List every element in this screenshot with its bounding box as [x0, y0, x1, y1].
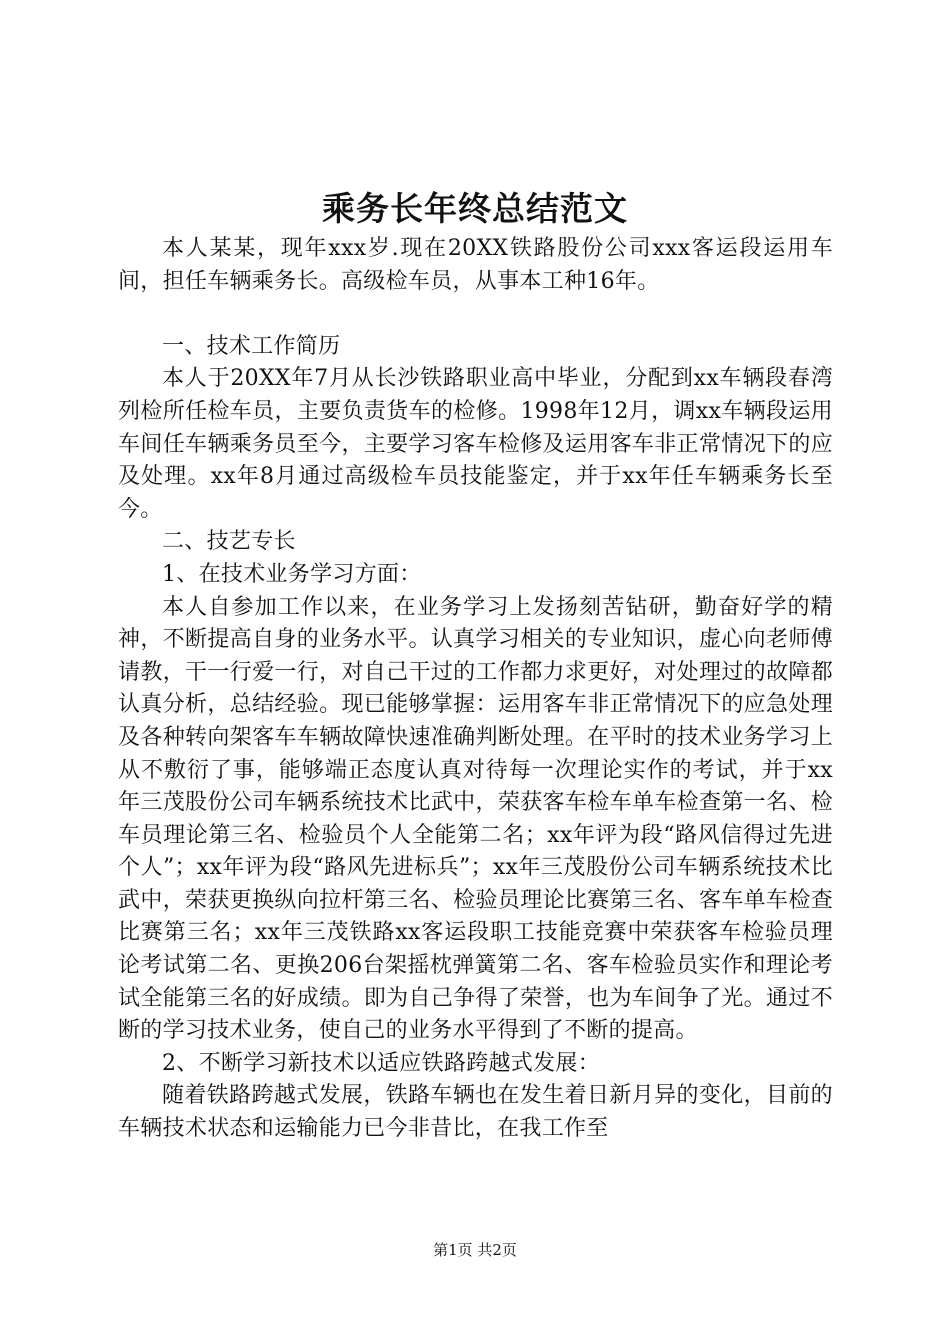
- subsection-heading-2: 2、不断学习新技术以适应铁路跨越式发展：: [162, 1050, 600, 1076]
- paragraph-spacer: [118, 298, 833, 331]
- paragraph-intro: 本人某某，现年xxx岁.现在20XX铁路股份公司xxx客运段运用车间，担任车辆乘务长。高级检车员，从事本工种16年。: [118, 236, 833, 294]
- page-footer: 第1页 共2页: [433, 1241, 517, 1259]
- paragraph-study: 本人自参加工作以来，在业务学习上发扬刻苦钻研，勤奋好学的精神，不断提高自身的业务水平。认真学习相关的专业知识，虚心向老师傅请教，干一行爱一行，对自己干过的工作都力求更好，对处理过的故障都认真分析，总结经验。现已能够掌握：运用客车非正常情况下的应急处理及各种转向架客车车辆故障快速准确判断处理。在平时的技术业务学习上从不敷衍了事，能够端正态度认真对待每一次理论实作的考试，并于xx年三茂股份公司车辆系统技术比武中，荣获客车检车单车检查第一名、检车员理论第三名、检验员个人全能第二名；xx年评为段“路风信得过先进个人”；xx年评为段“路风先进标兵”；xx年三茂股份公司车辆系统技术比武中，荣获更换纵向拉杆第三名、检验员理论比赛第三名、客车单车检查比赛第三名；xx年三茂铁路xx客运段职工技能竞赛中荣获客车检验员理论考试第二名、更换206台架摇枕弹簧第二名、客车检验员实作和理论考试全能第三名的好成绩。即为自己争得了荣誉，也为车间争了光。通过不断的学习技术业务，使自己的业务水平得到了不断的提高。: [118, 594, 833, 1044]
- section-heading-2: 二、技艺专长: [162, 529, 296, 555]
- paragraph-new-tech: 随着铁路跨越式发展，铁路车辆也在发生着日新月异的变化，目前的车辆技术状态和运输能力已今非昔比，在我工作至: [118, 1083, 833, 1142]
- subsection-heading-1: 1、在技术业务学习方面：: [162, 561, 422, 587]
- document-title: 乘务长年终总结范文: [322, 189, 628, 228]
- paragraph-work-history: 本人于20XX年7月从长沙铁路职业高中毕业，分配到xx车辆段春湾列检所任检车员，主要负责货车的检修。1998年12月，调xx车辆段运用车间任车辆乘务员至今，主要学习客车检修及运用客车非正常情况下的应及处理。xx年8月通过高级检车员技能鉴定，并于xx年任车辆乘务长至今。: [118, 366, 833, 522]
- document-body: [118, 233, 833, 1146]
- section-heading-1: 一、技术工作简历: [162, 333, 341, 359]
